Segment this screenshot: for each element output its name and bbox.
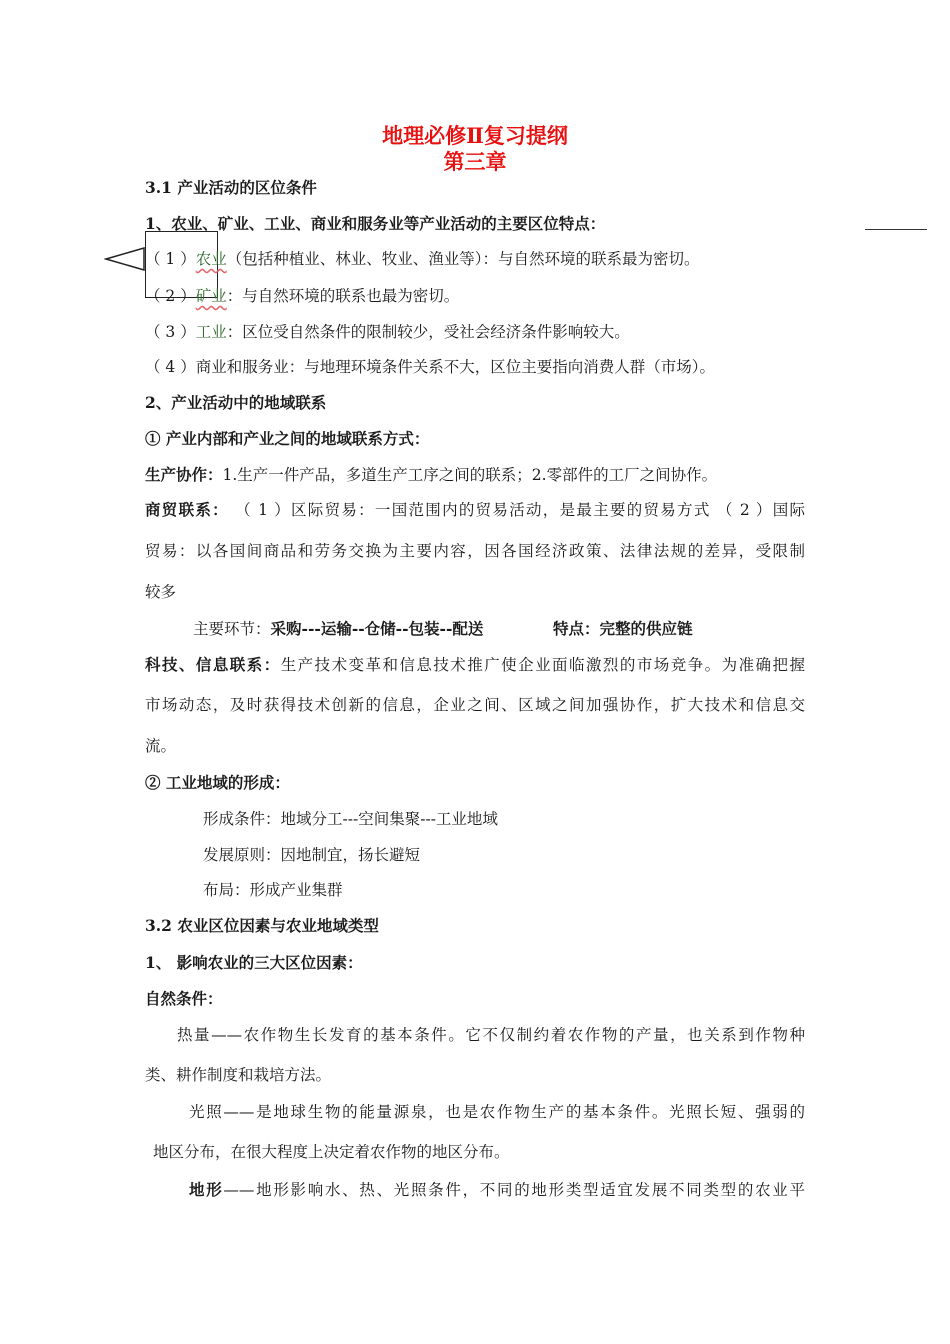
list-item [145,286,459,306]
heading-2: 2、产业活动中的地域联系 [145,393,327,412]
item-number: （ 2 ） [145,287,196,305]
terrain-line-1 [189,1180,805,1200]
heading-3: 1、 影响农业的三大区位因素： [145,953,363,972]
item-text: 商业和服务业：与地理环境条件关系不大，区位主要指向消费人群（市场）。 [195,358,715,376]
list-item [145,249,700,269]
item-text: （包括种植业、林业、牧业、渔业等）：与自然环境的联系最为密切。 [226,250,700,268]
section-3-1: 3.1 产业活动的区位条件 [145,178,317,197]
layout-text: 布局：形成产业集群 [203,881,343,899]
trade-line-2: 贸易：以各国间商品和劳务交换为主要内容，因各国经济政策、法律法规的差异，受限制 [145,542,805,560]
natural-conditions: 自然条件： [145,989,223,1008]
development-principle: 发展原则：因地制宜，扬长避短 [203,846,421,864]
trade-line-1 [145,500,805,520]
item-text: ：与自然环境的联系也最为密切。 [226,287,460,305]
heading-2a: ① 产业内部和产业之间的地域联系方式： [145,429,430,448]
tech-text-1: 生产技术变革和信息技术推广使企业面临激烈的市场竞争。为准确把握 [280,656,805,674]
annotation-arrow-icon [104,246,146,272]
chapter-title: 第三章 [443,149,507,174]
feature-text: 完整的供应链 [599,619,693,638]
heading-1: 1、农业、矿业、工业、商业和服务业等产业活动的主要区位特点： [145,214,606,233]
list-item [145,322,630,342]
annotation-line [865,229,927,230]
chain-line [193,619,483,639]
feature-line [553,619,693,639]
heat-line-1: 热量——农作物生长发育的基本条件。它不仅制约着农作物的产量，也关系到作物种 [177,1026,805,1044]
light-line-2: 地区分布，在很大程度上决定着农作物的地区分布。 [153,1143,510,1161]
item-text: ：区位受自然条件的限制较少，受社会经济条件影响较大。 [226,323,630,341]
terrain-key: 地形 [189,1180,224,1199]
formation-condition: 形成条件：地域分工---空间集聚---工业地域 [203,810,498,828]
item-keyword: 矿业 [195,287,227,305]
feature-label: 特点： [553,619,600,638]
heading-2b: ② 工业地域的形成： [145,773,290,792]
production-text: 1.生产一件产品，多道生产工序之间的联系；2.零部件的工厂之间协作。 [222,466,718,484]
light-line-1: 光照——是地球生物的能量源泉，也是农作物生产的基本条件。光照长短、强弱的 [189,1103,805,1121]
item-number: （ 4 ） [145,358,196,376]
trade-line-3: 较多 [145,583,177,601]
production-label: 生产协作： [145,465,223,484]
item-number: （ 1 ） [145,250,196,268]
item-number: （ 3 ） [145,323,196,341]
item-keyword: 工业 [195,323,227,341]
trade-text-1: （ 1 ）区际贸易：一国范围内的贸易活动，是最主要的贸易方式 （ 2 ）国际 [235,501,805,519]
trade-label: 商贸联系： [145,500,229,519]
heat-line-2: 类、耕作制度和栽培方法。 [145,1066,332,1084]
section-3-2: 3.2 农业区位因素与农业地域类型 [145,916,379,935]
item-keyword: 农业 [195,250,227,268]
chain-label: 主要环节： [193,620,271,638]
terrain-text: ——地形影响水、热、光照条件，不同的地形类型适宜发展不同类型的农业平 [223,1181,805,1199]
tech-line-2: 市场动态，及时获得技术创新的信息，企业之间、区域之间加强协作，扩大技术和信息交 [145,696,805,714]
tech-line-1 [145,655,805,675]
page-title: 地理必修Ⅱ复习提纲 [382,123,568,148]
production-line [145,465,717,485]
tech-label: 科技、信息联系： [145,655,281,674]
chain-text: 采购---运输--仓储--包装--配送 [270,619,484,638]
list-item [145,357,715,377]
tech-line-3: 流。 [145,737,177,755]
